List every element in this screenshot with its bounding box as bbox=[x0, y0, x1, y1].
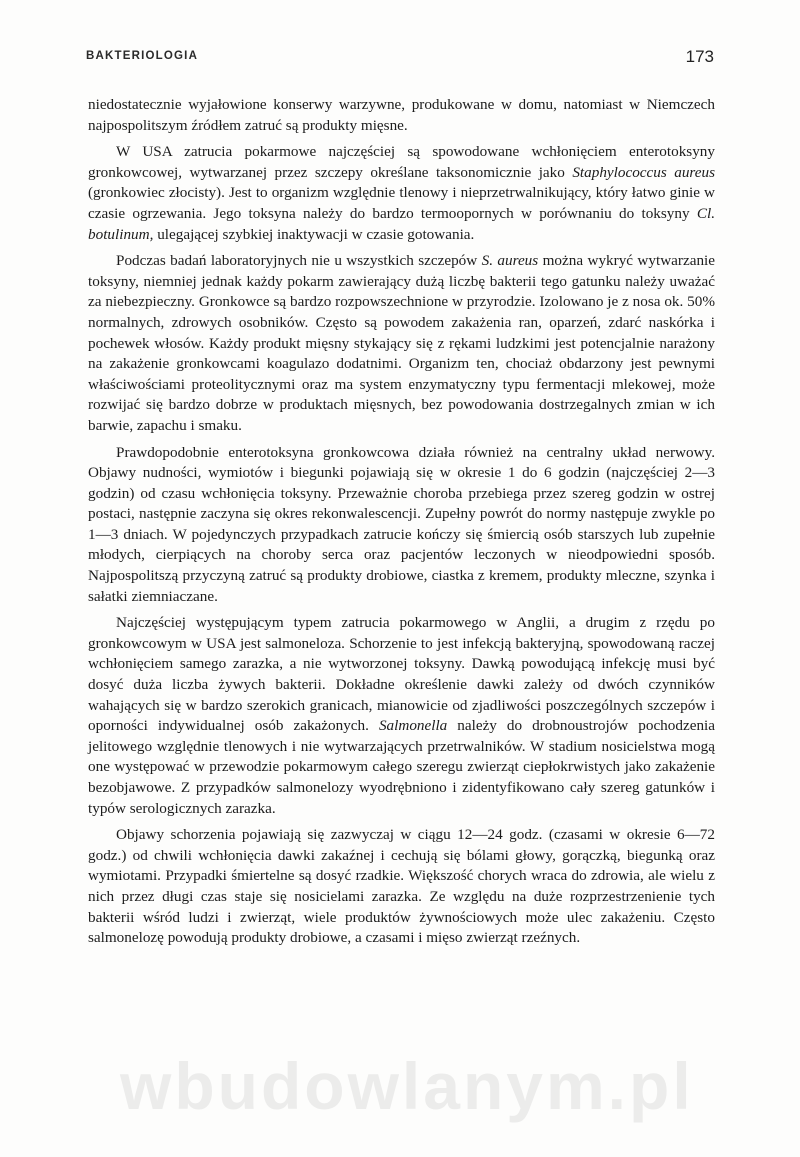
paragraph-3-text-a: Podczas badań laboratoryjnych nie u wszystkich szczepów bbox=[116, 252, 482, 270]
paragraph-1: niedostatecznie wyjałowione konserwy warzywne, produkowane w domu, natomiast w Niemczech najpospolitszym źródłem zatruć są produkty mięsne. bbox=[88, 96, 715, 134]
paragraph-3-italic-aureus: S. aureus bbox=[481, 252, 539, 270]
running-head: BAKTERIOLOGIA bbox=[86, 50, 199, 62]
paragraph-5-italic-salmonella: Salmonella bbox=[378, 717, 448, 735]
paragraph-5 bbox=[88, 613, 715, 819]
paragraph-4: Prawdopodobnie enterotoksyna gronkowcowa działa również na centralny układ nerwowy. Objawy nudności, wymiotów i biegunki pojawiają się w okresie 1 do 6 godzin (najczęściej 2—3 godzin) od czasu wchłonięcia toksyny. Przeważnie choroba przebiega przez szereg godzin w ostrej postaci, następnie zaczyna się okres rekonwalescencji. Zupełny powrót do normy następuje zwykle po 1—3 dniach. W pojedynczych przypadkach zatrucie kończy się śmiercią osób starszych lub zupełnie młodych, cierpiących na choroby serca oraz pacjentów leczonych w nieodpowiedni sposób. Najpospolitszą przyczyną zatruć są produkty drobiowe, ciastka z kremem, produkty mleczne, szynka i sałatki ziemniaczane. bbox=[88, 443, 715, 605]
paragraph-3-text-b: można wykryć wytwarzanie toksyny, niemniej jednak każdy pokarm zawierający dużą liczbę bakterii tego gatunku należy uważać za niebezpieczny. Gronkowce są bardzo rozpowszechnione w przyrodzie. Izolowano je z nosa ok. 50% normalnych, zdrowych osobników. Często są powodem zakażenia ran, oparzeń, zdarć naskórka i pochewek włosów. Każdy produkt mięsny stykający się z rękami ludzkimi jest potencjalnie narażony na zakażenie gronkowcami koagulazo dodatnimi. Organizm ten, chociaż obdarzony jest pewnymi właściwościami proteolitycznymi oraz ma system enzymatyczny typu fermentacji mlekowej, może rozwijać się bardzo dobrze w produktach mięsnych, bez powodowania dostrzegalnych zmian w ich barwie, zapachu i smaku. bbox=[88, 252, 716, 434]
paragraph-3 bbox=[88, 251, 715, 436]
paragraph-2 bbox=[88, 142, 715, 245]
paragraph-5-text-a: Najczęściej występującym typem zatrucia pokarmowego w Anglii, a drugim z rzędu po gronkowcowym w USA jest salmoneloza. Schorzenie to jest infekcją bakteryjną, spowodowaną raczej wchłonięciem samego zarazka, a nie wytworzonej toksyny. Dawką powodującą infekcję musi być dosyć duża liczba żywych bakterii. Dokładne określenie dawki zależy od dwóch czynników wahających się w bardzo szerokich granicach, mianowicie od zjadliwości poszczególnych szczepów i oporności indywidualnej osób zakażonych. bbox=[88, 614, 715, 735]
paragraph-6: Objawy schorzenia pojawiają się zazwyczaj w ciągu 12—24 godz. (czasami w okresie 6—72 godz.) od chwili wchłonięcia dawki zakaźnej i cechują się bólami głowy, gorączką, biegunką oraz wymiotami. Przypadki śmiertelne są dosyć rzadkie. Większość chorych wraca do zdrowia, ale wielu z nich przez długi czas staje się nosicielami zarazka. Ze względu na duże rozprzestrzenienie tych bakterii wśród ludzi i zwierząt, wiele produktów żywnościowych może ulec zakażeniu. Często salmonelozę powodują produkty drobiowe, a czasami i mięso zwierząt rzeźnych. bbox=[88, 826, 715, 947]
paragraph-2-text-c: ulegającej szybkiej inaktywacji w czasie gotowania. bbox=[153, 225, 475, 243]
paragraph-2-text-b: (gronkowiec złocisty). Jest to organizm względnie tlenowy i nieprzetrwalnikujący, który łatwo ginie w czasie ogrzewania. Jego toksyna należy do bardzo termoopornych w porównaniu do toksyny bbox=[88, 184, 715, 222]
watermark: wbudowlanym.pl bbox=[120, 1049, 694, 1123]
text-body bbox=[88, 95, 715, 955]
paragraph-5-text-b: należy do drobnoustrojów pochodzenia jelitowego względnie tlenowych i nie wytwarzających przetrwalników. W stadium nosicielstwa mogą one występować w przewodzie pokarmowym całego szeregu zwierząt ciepłokrwistych jako zakażenie bezobjawowe. Z przypadków salmonelozy wyodrębniono i zidentyfikowano cały szereg gatunków i typów serologicznych zarazka. bbox=[88, 717, 716, 817]
paragraph-2-italic-botulinum: Cl. botulinum, bbox=[88, 204, 715, 243]
page-number: 173 bbox=[685, 47, 714, 66]
paragraph-2-italic-staphylococcus: Staphylococcus aureus bbox=[572, 163, 716, 181]
paragraph-2-text-a: W USA zatrucia pokarmowe najczęściej są spowodowane wchłonięciem enterotoksyny gronkowcowej, wytwarzanej przez szczepy określane taksonomicznie jako bbox=[88, 143, 715, 181]
